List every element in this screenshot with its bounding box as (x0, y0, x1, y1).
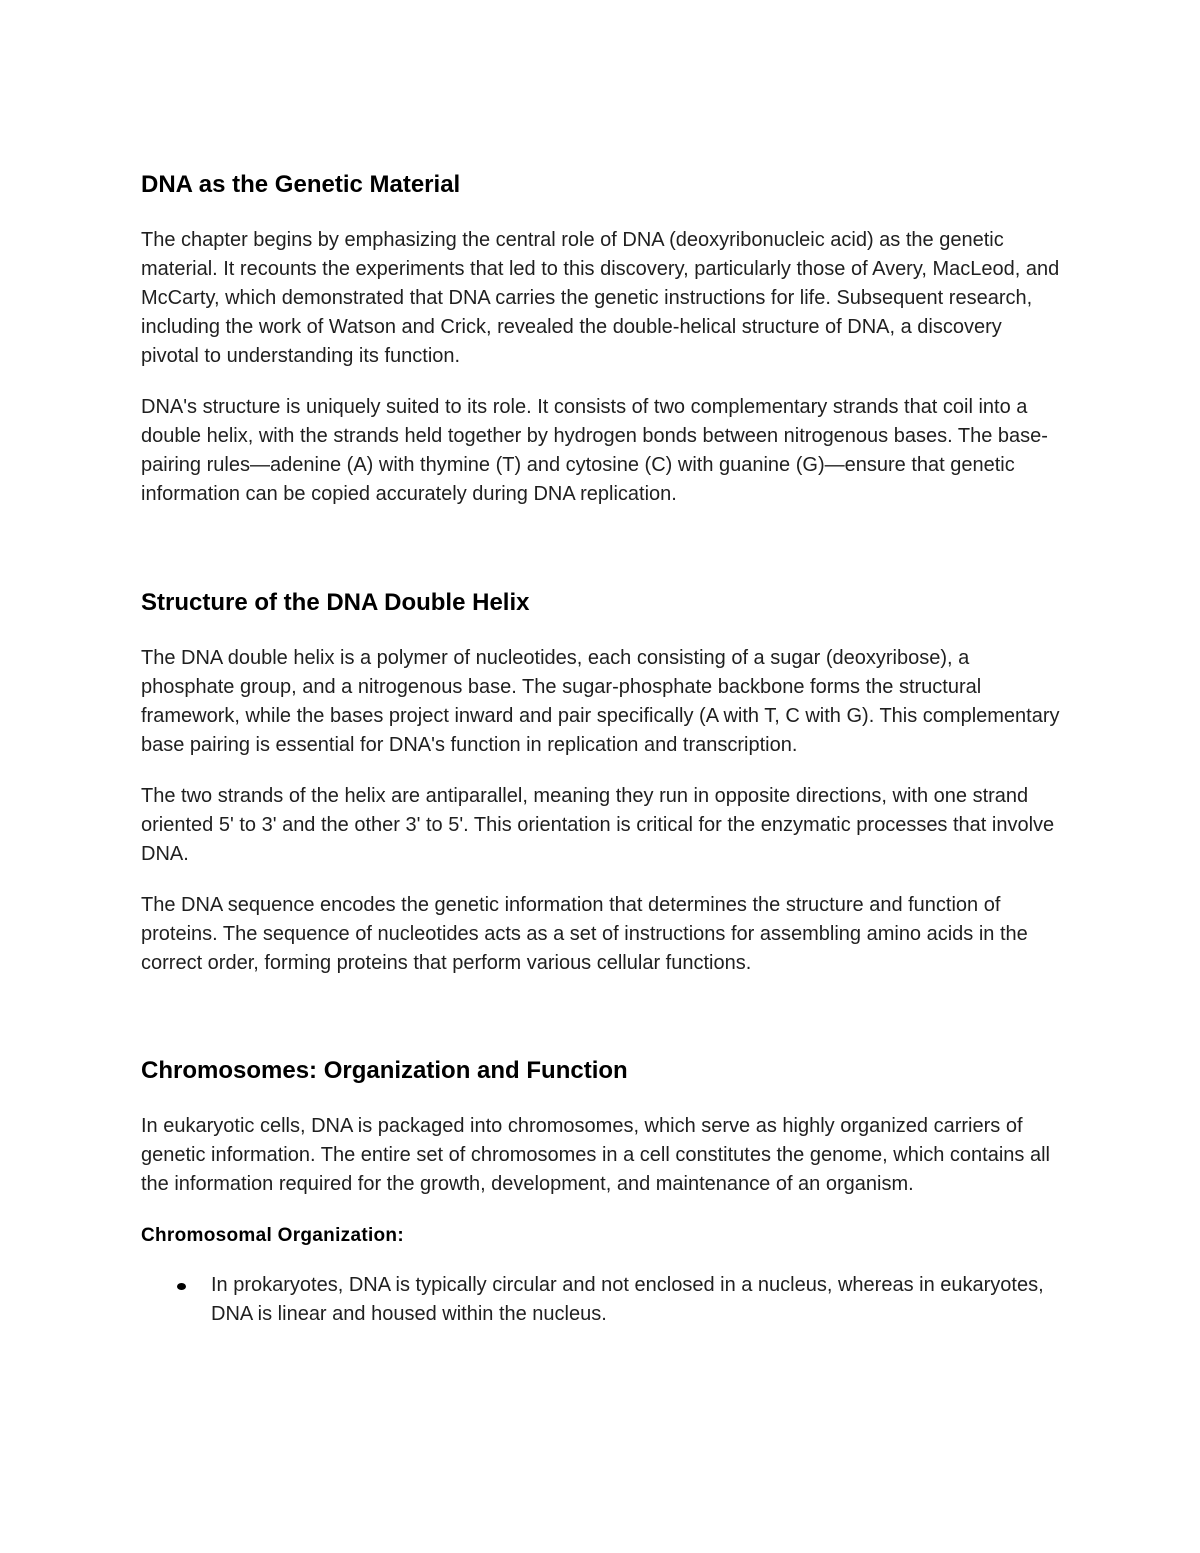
section-heading: Structure of the DNA Double Helix (141, 589, 530, 616)
subheading: Chromosomal Organization: (141, 1225, 404, 1246)
section-dna-double-helix (141, 588, 1061, 978)
bullet-icon (177, 1283, 186, 1290)
list-item-text: In prokaryotes, DNA is typically circular and not enclosed in a nucleus, whereas in eukaryotes, DNA is linear and housed within the nucleus. (211, 1274, 1044, 1325)
section-dna-genetic-material (141, 170, 1061, 509)
section-chromosomes (141, 1056, 1061, 1329)
paragraph: The DNA double helix is a polymer of nucleotides, each consisting of a sugar (deoxyribose), a phosphate group, and a nitrogenous base. The sugar-phosphate backbone forms the structural framework, while the bases project inward and pair specifically (A with T, C with G). This complementary base pairing is essential for DNA's function in replication and transcription. (141, 647, 1060, 756)
list-item (141, 1271, 1061, 1329)
paragraph: The DNA sequence encodes the genetic information that determines the structure and function of proteins. The sequence of nucleotides acts as a set of instructions for assembling amino acids in the correct order, forming proteins that perform various cellular functions. (141, 894, 1028, 974)
paragraph: The chapter begins by emphasizing the central role of DNA (deoxyribonucleic acid) as the genetic material. It recounts the experiments that led to this discovery, particularly those of Avery, MacLeod, and McCarty, which demonstrated that DNA carries the genetic instructions for life. Subsequent research, including the work of Watson and Crick, revealed the double-helical structure of DNA, a discovery pivotal to understanding its function. (141, 229, 1060, 367)
section-heading: DNA as the Genetic Material (141, 171, 461, 198)
bullet-list (141, 1271, 1061, 1329)
section-heading: Chromosomes: Organization and Function (141, 1057, 628, 1084)
paragraph: DNA's structure is uniquely suited to its role. It consists of two complementary strands that coil into a double helix, with the strands held together by hydrogen bonds between nitrogenous bases. The base-pairing rules—adenine (A) with thymine (T) and cytosine (C) with guanine (G)—ensure that genetic information can be copied accurately during DNA replication. (141, 396, 1048, 505)
paragraph: The two strands of the helix are antiparallel, meaning they run in opposite directions, with one strand oriented 5' to 3' and the other 3' to 5'. This orientation is critical for the enzymatic processes that involve DNA. (141, 785, 1055, 865)
paragraph: In eukaryotic cells, DNA is packaged into chromosomes, which serve as highly organized carriers of genetic information. The entire set of chromosomes in a cell constitutes the genome, which contains all the information required for the growth, development, and maintenance of an organism. (141, 1115, 1050, 1195)
